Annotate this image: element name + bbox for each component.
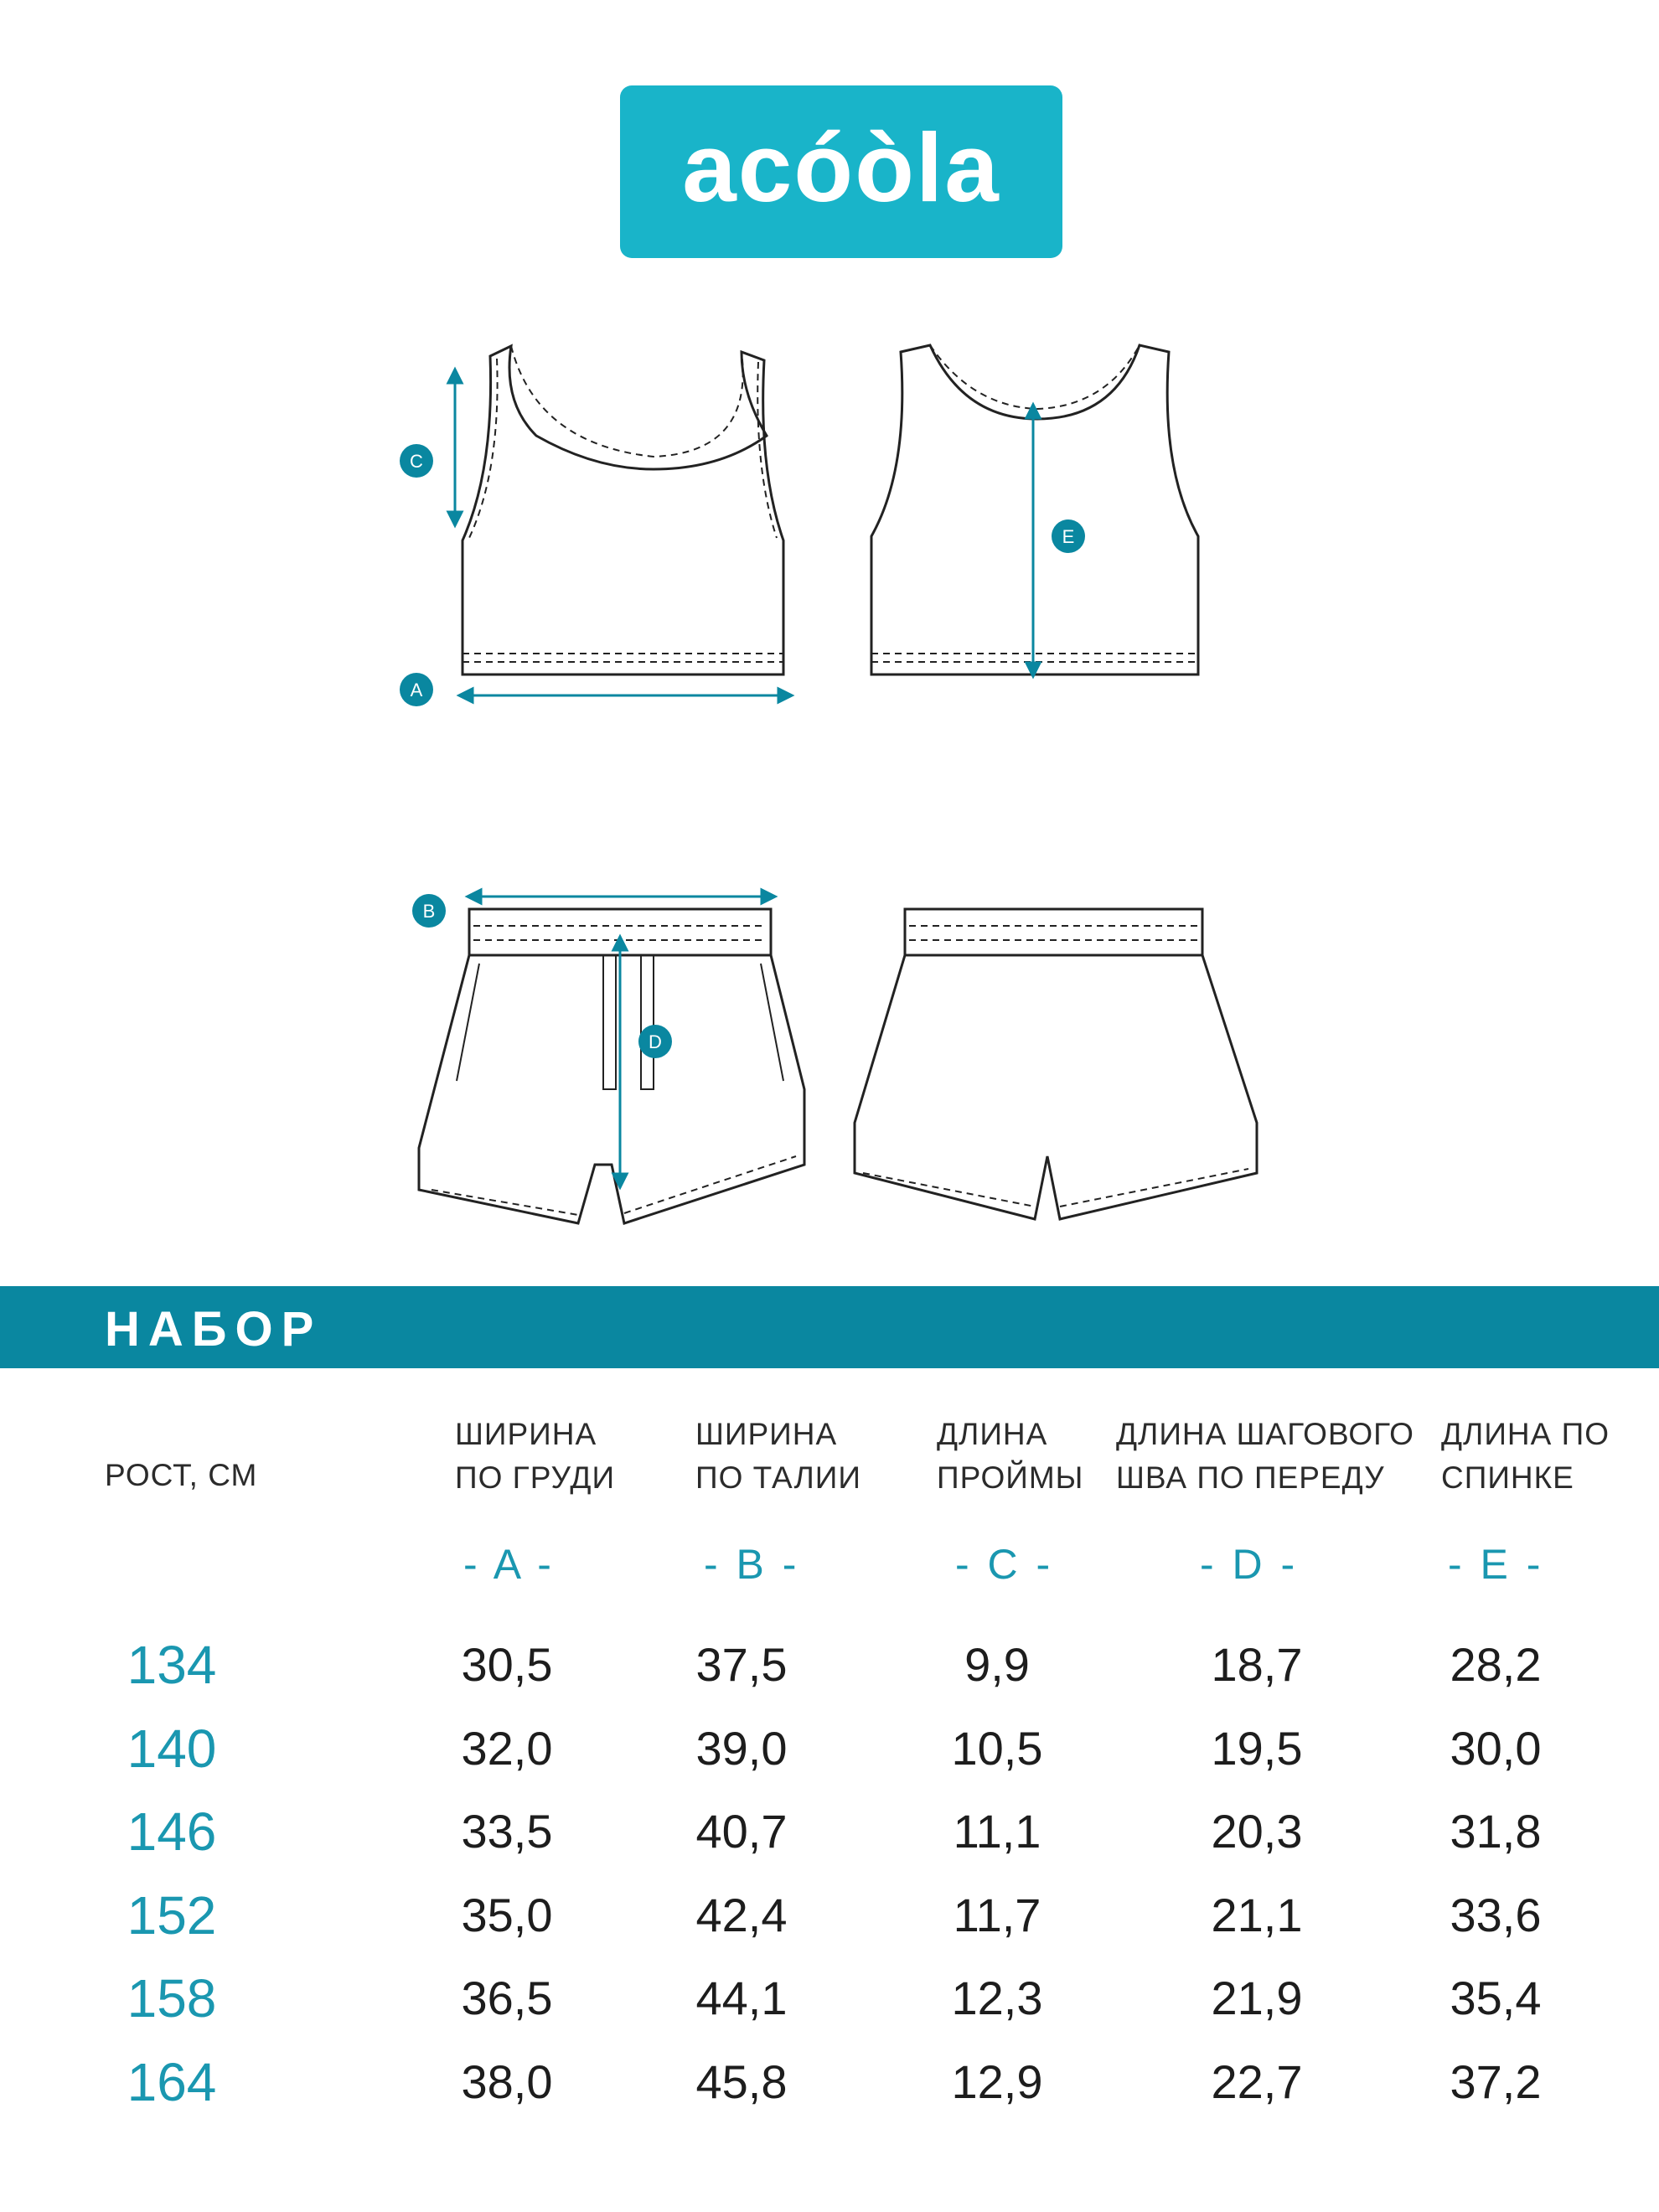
crop-top-front-drawing [463, 346, 783, 674]
size-value: 164 [127, 2051, 217, 2112]
column-header-c: ДЛИНА ПРОЙМЫ [937, 1417, 1084, 1495]
measurement-value: 31,8 [1450, 1805, 1542, 1858]
measurement-value: 20,3 [1211, 1805, 1303, 1858]
measurement-value: 21,9 [1211, 1972, 1303, 2024]
measurement-value: 38,0 [461, 2054, 553, 2108]
size-value: 152 [127, 1884, 217, 1946]
column-header-b: ШИРИНА ПО ТАЛИИ [695, 1417, 861, 1495]
measurement-value: 18,7 [1211, 1638, 1303, 1691]
svg-text:E: E [1062, 526, 1075, 547]
section-title: НАБОР [105, 1302, 323, 1357]
column-letter-a: - A - [463, 1541, 555, 1588]
measurement-value: 22,7 [1211, 2054, 1303, 2108]
column-header-a: ШИРИНА ПО ГРУДИ [455, 1417, 616, 1495]
measurement-value: 36,5 [461, 1972, 553, 2024]
column-header-d: ДЛИНА ШАГОВОГО ШВА ПО ПЕРЕДУ [1116, 1417, 1414, 1495]
section-banner [0, 1286, 1659, 1368]
svg-text:D: D [649, 1031, 662, 1052]
marker-d [638, 1025, 672, 1058]
measurement-value: 10,5 [951, 1721, 1043, 1775]
shorts-front-drawing [419, 909, 804, 1223]
column-header-e: ДЛИНА ПО СПИНКЕ [1441, 1417, 1610, 1495]
marker-a [400, 673, 433, 706]
size-value: 158 [127, 1968, 217, 2029]
measurement-value: 32,0 [461, 1721, 553, 1775]
shorts-back-drawing [855, 909, 1257, 1219]
measurement-value: 30,0 [1450, 1721, 1542, 1775]
size-value: 140 [127, 1718, 217, 1779]
size-column-header: РОСТ, СМ [105, 1458, 258, 1492]
column-letter-e: - E - [1448, 1541, 1544, 1588]
measurement-value: 19,5 [1211, 1721, 1303, 1775]
measurement-value: 35,4 [1450, 1972, 1542, 2024]
measurement-value: 37,5 [695, 1638, 788, 1691]
measurement-value: 12,3 [951, 1972, 1043, 2024]
svg-text:C: C [410, 451, 423, 472]
marker-c [400, 444, 433, 478]
measurement-value: 45,8 [695, 2054, 788, 2108]
measurement-value: 9,9 [964, 1638, 1030, 1691]
column-letter-c: - C - [955, 1541, 1054, 1588]
svg-text:A: A [410, 680, 423, 700]
measurement-value: 11,7 [953, 1888, 1041, 1941]
measurement-value: 39,0 [695, 1721, 788, 1775]
measurement-value: 21,1 [1211, 1888, 1303, 1941]
marker-b [412, 894, 446, 928]
measurement-value: 11,1 [953, 1805, 1041, 1858]
measurement-value: 35,0 [461, 1888, 553, 1941]
svg-text:B: B [422, 901, 436, 922]
measurement-value: 33,5 [461, 1805, 553, 1858]
measurement-value: 37,2 [1450, 2054, 1542, 2108]
measurement-value: 44,1 [695, 1972, 788, 2024]
marker-e [1052, 519, 1085, 553]
measurement-value: 28,2 [1450, 1638, 1542, 1691]
size-value: 146 [127, 1801, 217, 1862]
crop-top-back-drawing [871, 345, 1198, 674]
column-letter-b: - B - [704, 1541, 800, 1588]
measurement-value: 40,7 [695, 1805, 788, 1858]
brand-logo-text: acóòla [682, 113, 1000, 222]
size-value: 134 [127, 1635, 217, 1695]
measurement-value: 33,6 [1450, 1888, 1542, 1941]
measurement-value: 42,4 [695, 1888, 788, 1941]
measurement-value: 12,9 [951, 2054, 1043, 2108]
measurement-value: 30,5 [461, 1638, 553, 1691]
column-letter-d: - D - [1200, 1541, 1299, 1588]
